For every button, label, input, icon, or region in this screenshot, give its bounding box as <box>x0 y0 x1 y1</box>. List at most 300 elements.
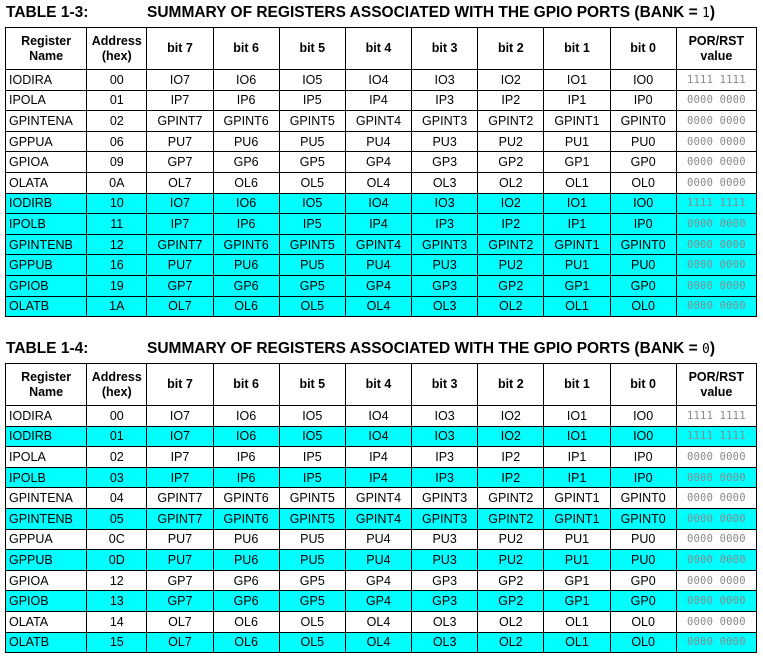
por-rst-value-cell: 0000 0000 <box>676 152 756 173</box>
bit6-cell: GPINT6 <box>213 111 279 132</box>
table-row <box>6 255 757 276</box>
register-name-cell: IODIRA <box>6 70 87 91</box>
bit3-cell: GP3 <box>412 591 478 612</box>
bit2-cell: IP2 <box>478 467 544 488</box>
address-cell: 10 <box>87 193 147 214</box>
bit6-cell: IO6 <box>213 406 279 427</box>
bit5-cell: GP5 <box>279 275 345 296</box>
header-bit7: bit 7 <box>147 364 213 406</box>
bit5-cell: GPINT5 <box>279 234 345 255</box>
header-bit4: bit 4 <box>345 28 411 70</box>
bit5-cell: OL5 <box>279 296 345 317</box>
bit7-cell: IP7 <box>147 90 213 111</box>
por-rst-value-cell: 1111 1111 <box>676 193 756 214</box>
register-table <box>5 27 757 317</box>
bit1-cell: OL1 <box>544 611 610 632</box>
bit3-cell: GP3 <box>412 275 478 296</box>
bit3-cell: IP3 <box>412 214 478 235</box>
por-rst-value-cell: 1111 1111 <box>676 406 756 427</box>
header-address: Address (hex) <box>87 364 147 406</box>
bit7-cell: IO7 <box>147 70 213 91</box>
bit5-cell: IO5 <box>279 406 345 427</box>
bit3-cell: GPINT3 <box>412 488 478 509</box>
address-cell: 04 <box>87 488 147 509</box>
bit4-cell: IP4 <box>345 467 411 488</box>
por-rst-value-cell: 0000 0000 <box>676 172 756 193</box>
address-cell: 13 <box>87 591 147 612</box>
por-rst-value-cell: 0000 0000 <box>676 508 756 529</box>
por-rst-value-cell: 1111 1111 <box>676 70 756 91</box>
bit4-cell: GPINT4 <box>345 111 411 132</box>
bit1-cell: OL1 <box>544 296 610 317</box>
bit0-cell: IO0 <box>610 70 676 91</box>
bit0-cell: IP0 <box>610 467 676 488</box>
register-name-cell: GPIOB <box>6 275 87 296</box>
bit6-cell: GPINT6 <box>213 508 279 529</box>
bit3-cell: OL3 <box>412 172 478 193</box>
address-cell: 06 <box>87 131 147 152</box>
por-rst-value-cell: 0000 0000 <box>676 611 756 632</box>
bit7-cell: PU7 <box>147 131 213 152</box>
bit1-cell: GPINT1 <box>544 111 610 132</box>
bit4-cell: IP4 <box>345 214 411 235</box>
address-cell: 00 <box>87 70 147 91</box>
bit5-cell: GPINT5 <box>279 488 345 509</box>
bit4-cell: PU4 <box>345 529 411 550</box>
register-name-cell: IODIRB <box>6 426 87 447</box>
bit0-cell: OL0 <box>610 632 676 653</box>
header-bit2: bit 2 <box>478 364 544 406</box>
register-name-cell: GPINTENB <box>6 508 87 529</box>
bit2-cell: PU2 <box>478 131 544 152</box>
register-name-cell: GPIOA <box>6 570 87 591</box>
bit6-cell: GP6 <box>213 152 279 173</box>
bit1-cell: IO1 <box>544 426 610 447</box>
por-rst-value-cell: 0000 0000 <box>676 447 756 468</box>
register-name-cell: GPPUB <box>6 550 87 571</box>
register-name-cell: GPINTENA <box>6 488 87 509</box>
bit1-cell: GP1 <box>544 275 610 296</box>
bit0-cell: OL0 <box>610 172 676 193</box>
table-row <box>6 508 757 529</box>
por-rst-value-cell: 0000 0000 <box>676 111 756 132</box>
address-cell: 01 <box>87 90 147 111</box>
bit7-cell: GPINT7 <box>147 111 213 132</box>
address-cell: 11 <box>87 214 147 235</box>
register-name-cell: IODIRB <box>6 193 87 214</box>
table-row <box>6 296 757 317</box>
bit0-cell: GP0 <box>610 275 676 296</box>
bit7-cell: OL7 <box>147 172 213 193</box>
bit5-cell: GPINT5 <box>279 508 345 529</box>
register-name-cell: GPPUA <box>6 131 87 152</box>
bit2-cell: OL2 <box>478 172 544 193</box>
bit4-cell: GP4 <box>345 570 411 591</box>
header-bit5: bit 5 <box>279 364 345 406</box>
bit7-cell: GP7 <box>147 275 213 296</box>
header-row <box>6 28 757 70</box>
bit1-cell: IP1 <box>544 214 610 235</box>
bit2-cell: PU2 <box>478 550 544 571</box>
bit6-cell: OL6 <box>213 632 279 653</box>
bit4-cell: IO4 <box>345 70 411 91</box>
header-bit0: bit 0 <box>610 28 676 70</box>
register-name-cell: OLATB <box>6 632 87 653</box>
header-row <box>6 364 757 406</box>
bit5-cell: IO5 <box>279 70 345 91</box>
address-cell: 02 <box>87 111 147 132</box>
register-name-cell: GPIOB <box>6 591 87 612</box>
header-bit3: bit 3 <box>412 28 478 70</box>
table-title: SUMMARY OF REGISTERS ASSOCIATED WITH THE GPIO PORTS (BANK = <box>147 4 703 21</box>
bit7-cell: IP7 <box>147 214 213 235</box>
table-row <box>6 131 757 152</box>
bit4-cell: PU4 <box>345 550 411 571</box>
bit2-cell: GP2 <box>478 275 544 296</box>
bit1-cell: IO1 <box>544 193 610 214</box>
bit1-cell: GPINT1 <box>544 234 610 255</box>
bit1-cell: IO1 <box>544 406 610 427</box>
table-row <box>6 406 757 427</box>
bit6-cell: GP6 <box>213 275 279 296</box>
table-row <box>6 426 757 447</box>
bit6-cell: PU6 <box>213 255 279 276</box>
por-rst-value-cell: 1111 1111 <box>676 426 756 447</box>
bit5-cell: GPINT5 <box>279 111 345 132</box>
bit7-cell: OL7 <box>147 632 213 653</box>
bit6-cell: IP6 <box>213 467 279 488</box>
bit5-cell: IP5 <box>279 447 345 468</box>
bit7-cell: OL7 <box>147 296 213 317</box>
bit0-cell: GPINT0 <box>610 111 676 132</box>
bit4-cell: PU4 <box>345 255 411 276</box>
bit6-cell: OL6 <box>213 172 279 193</box>
header-bit2: bit 2 <box>478 28 544 70</box>
bit5-cell: PU5 <box>279 255 345 276</box>
bit4-cell: OL4 <box>345 172 411 193</box>
table-row <box>6 234 757 255</box>
bit3-cell: IO3 <box>412 70 478 91</box>
bit1-cell: IP1 <box>544 467 610 488</box>
bit2-cell: GP2 <box>478 570 544 591</box>
header-por-rst: POR/RST value <box>676 28 756 70</box>
bit7-cell: GP7 <box>147 591 213 612</box>
bit1-cell: PU1 <box>544 550 610 571</box>
bit1-cell: GP1 <box>544 152 610 173</box>
bit4-cell: OL4 <box>345 632 411 653</box>
address-cell: 12 <box>87 234 147 255</box>
address-cell: 05 <box>87 508 147 529</box>
bit5-cell: IO5 <box>279 193 345 214</box>
por-rst-value-cell: 0000 0000 <box>676 90 756 111</box>
bit7-cell: OL7 <box>147 611 213 632</box>
bit2-cell: OL2 <box>478 611 544 632</box>
bit5-cell: IP5 <box>279 90 345 111</box>
table-row <box>6 611 757 632</box>
table-caption <box>6 2 715 24</box>
address-cell: 16 <box>87 255 147 276</box>
bit4-cell: IO4 <box>345 193 411 214</box>
bit6-cell: GPINT6 <box>213 234 279 255</box>
bit3-cell: OL3 <box>412 296 478 317</box>
bit0-cell: IP0 <box>610 447 676 468</box>
bit3-cell: GP3 <box>412 152 478 173</box>
bit2-cell: GPINT2 <box>478 111 544 132</box>
address-cell: 0D <box>87 550 147 571</box>
address-cell: 0C <box>87 529 147 550</box>
bit3-cell: GPINT3 <box>412 508 478 529</box>
bit5-cell: OL5 <box>279 611 345 632</box>
bit3-cell: GPINT3 <box>412 234 478 255</box>
bit5-cell: PU5 <box>279 529 345 550</box>
bit6-cell: PU6 <box>213 550 279 571</box>
header-register-name: Register Name <box>6 28 87 70</box>
bit4-cell: OL4 <box>345 611 411 632</box>
header-bit6: bit 6 <box>213 364 279 406</box>
header-address: Address (hex) <box>87 28 147 70</box>
bank-value: 0 <box>702 342 710 357</box>
table-row <box>6 550 757 571</box>
bit5-cell: GP5 <box>279 570 345 591</box>
header-bit0: bit 0 <box>610 364 676 406</box>
header-register-name: Register Name <box>6 364 87 406</box>
bit3-cell: IO3 <box>412 426 478 447</box>
bit3-cell: OL3 <box>412 632 478 653</box>
bit2-cell: IP2 <box>478 214 544 235</box>
address-cell: 1A <box>87 296 147 317</box>
bit4-cell: GPINT4 <box>345 488 411 509</box>
address-cell: 19 <box>87 275 147 296</box>
title-close: ) <box>709 4 716 21</box>
bit7-cell: PU7 <box>147 550 213 571</box>
bit7-cell: IP7 <box>147 467 213 488</box>
table-row <box>6 591 757 612</box>
por-rst-value-cell: 0000 0000 <box>676 214 756 235</box>
bit6-cell: IP6 <box>213 90 279 111</box>
table-caption <box>6 338 715 360</box>
table-row <box>6 570 757 591</box>
header-bit5: bit 5 <box>279 28 345 70</box>
bit2-cell: IP2 <box>478 447 544 468</box>
bit2-cell: GPINT2 <box>478 488 544 509</box>
register-name-cell: IODIRA <box>6 406 87 427</box>
bit7-cell: PU7 <box>147 529 213 550</box>
bit5-cell: PU5 <box>279 131 345 152</box>
bit0-cell: PU0 <box>610 529 676 550</box>
bit7-cell: GP7 <box>147 152 213 173</box>
bit3-cell: IP3 <box>412 447 478 468</box>
header-bit7: bit 7 <box>147 28 213 70</box>
address-cell: 03 <box>87 467 147 488</box>
bit3-cell: PU3 <box>412 255 478 276</box>
bit6-cell: PU6 <box>213 131 279 152</box>
bit3-cell: OL3 <box>412 611 478 632</box>
bit3-cell: PU3 <box>412 529 478 550</box>
register-name-cell: IPOLB <box>6 467 87 488</box>
bit2-cell: PU2 <box>478 529 544 550</box>
register-name-cell: IPOLB <box>6 214 87 235</box>
bit7-cell: GP7 <box>147 570 213 591</box>
bit2-cell: IO2 <box>478 406 544 427</box>
por-rst-value-cell: 0000 0000 <box>676 255 756 276</box>
por-rst-value-cell: 0000 0000 <box>676 296 756 317</box>
por-rst-value-cell: 0000 0000 <box>676 234 756 255</box>
por-rst-value-cell: 0000 0000 <box>676 467 756 488</box>
bit0-cell: PU0 <box>610 131 676 152</box>
bit4-cell: IP4 <box>345 447 411 468</box>
bit2-cell: OL2 <box>478 296 544 317</box>
por-rst-value-cell: 0000 0000 <box>676 488 756 509</box>
register-name-cell: OLATA <box>6 172 87 193</box>
bit3-cell: IP3 <box>412 467 478 488</box>
table-row <box>6 111 757 132</box>
bit3-cell: GP3 <box>412 570 478 591</box>
bit4-cell: GPINT4 <box>345 508 411 529</box>
bit2-cell: OL2 <box>478 632 544 653</box>
bit4-cell: GPINT4 <box>345 234 411 255</box>
address-cell: 14 <box>87 611 147 632</box>
table-row <box>6 193 757 214</box>
por-rst-value-cell: 0000 0000 <box>676 550 756 571</box>
header-bit1: bit 1 <box>544 364 610 406</box>
bit0-cell: IO0 <box>610 193 676 214</box>
bit1-cell: GP1 <box>544 570 610 591</box>
bit1-cell: GPINT1 <box>544 488 610 509</box>
bit0-cell: GPINT0 <box>610 488 676 509</box>
address-cell: 12 <box>87 570 147 591</box>
bit4-cell: GP4 <box>345 591 411 612</box>
bit0-cell: IO0 <box>610 406 676 427</box>
bit0-cell: IO0 <box>610 426 676 447</box>
bit7-cell: IO7 <box>147 406 213 427</box>
bit3-cell: IO3 <box>412 193 478 214</box>
bit2-cell: GP2 <box>478 591 544 612</box>
header-bit6: bit 6 <box>213 28 279 70</box>
table-row <box>6 632 757 653</box>
table-row <box>6 172 757 193</box>
bit4-cell: GP4 <box>345 275 411 296</box>
bit6-cell: IO6 <box>213 70 279 91</box>
bit5-cell: GP5 <box>279 152 345 173</box>
bit1-cell: IO1 <box>544 70 610 91</box>
bit1-cell: PU1 <box>544 255 610 276</box>
table-row <box>6 214 757 235</box>
bit6-cell: GPINT6 <box>213 488 279 509</box>
bit1-cell: IP1 <box>544 90 610 111</box>
bit1-cell: PU1 <box>544 131 610 152</box>
header-por-rst: POR/RST value <box>676 364 756 406</box>
bit4-cell: IO4 <box>345 406 411 427</box>
bit4-cell: IO4 <box>345 426 411 447</box>
header-bit3: bit 3 <box>412 364 478 406</box>
bit1-cell: IP1 <box>544 447 610 468</box>
register-name-cell: IPOLA <box>6 90 87 111</box>
bit2-cell: IO2 <box>478 426 544 447</box>
address-cell: 0A <box>87 172 147 193</box>
bit1-cell: GP1 <box>544 591 610 612</box>
register-name-cell: IPOLA <box>6 447 87 468</box>
bit0-cell: GP0 <box>610 152 676 173</box>
bit4-cell: GP4 <box>345 152 411 173</box>
bit0-cell: OL0 <box>610 296 676 317</box>
por-rst-value-cell: 0000 0000 <box>676 591 756 612</box>
title-close: ) <box>709 340 716 357</box>
register-name-cell: OLATB <box>6 296 87 317</box>
por-rst-value-cell: 0000 0000 <box>676 275 756 296</box>
bit3-cell: GPINT3 <box>412 111 478 132</box>
bit5-cell: IO5 <box>279 426 345 447</box>
bit7-cell: GPINT7 <box>147 508 213 529</box>
address-cell: 00 <box>87 406 147 427</box>
register-name-cell: GPPUA <box>6 529 87 550</box>
table-title: SUMMARY OF REGISTERS ASSOCIATED WITH THE GPIO PORTS (BANK = <box>147 340 703 357</box>
bit6-cell: IO6 <box>213 193 279 214</box>
register-name-cell: GPPUB <box>6 255 87 276</box>
bit3-cell: PU3 <box>412 550 478 571</box>
bit2-cell: PU2 <box>478 255 544 276</box>
bit0-cell: GP0 <box>610 591 676 612</box>
bit6-cell: GP6 <box>213 591 279 612</box>
register-name-cell: OLATA <box>6 611 87 632</box>
bit3-cell: PU3 <box>412 131 478 152</box>
bit6-cell: IP6 <box>213 447 279 468</box>
bit2-cell: GP2 <box>478 152 544 173</box>
bit4-cell: PU4 <box>345 131 411 152</box>
bit6-cell: PU6 <box>213 529 279 550</box>
table-row <box>6 529 757 550</box>
por-rst-value-cell: 0000 0000 <box>676 632 756 653</box>
bit6-cell: GP6 <box>213 570 279 591</box>
header-bit1: bit 1 <box>544 28 610 70</box>
bit0-cell: PU0 <box>610 255 676 276</box>
address-cell: 15 <box>87 632 147 653</box>
register-name-cell: GPINTENB <box>6 234 87 255</box>
bit0-cell: GP0 <box>610 570 676 591</box>
bit6-cell: IP6 <box>213 214 279 235</box>
bit0-cell: GPINT0 <box>610 234 676 255</box>
bit1-cell: OL1 <box>544 632 610 653</box>
address-cell: 02 <box>87 447 147 468</box>
bit2-cell: GPINT2 <box>478 234 544 255</box>
address-cell: 09 <box>87 152 147 173</box>
bit5-cell: OL5 <box>279 632 345 653</box>
bit0-cell: IP0 <box>610 90 676 111</box>
register-table <box>5 363 757 653</box>
bit2-cell: IO2 <box>478 70 544 91</box>
bit7-cell: IO7 <box>147 193 213 214</box>
bit7-cell: IP7 <box>147 447 213 468</box>
bit0-cell: IP0 <box>610 214 676 235</box>
bit1-cell: PU1 <box>544 529 610 550</box>
bit2-cell: IP2 <box>478 90 544 111</box>
header-bit4: bit 4 <box>345 364 411 406</box>
table-row <box>6 447 757 468</box>
bit5-cell: GP5 <box>279 591 345 612</box>
table-row <box>6 152 757 173</box>
bit5-cell: OL5 <box>279 172 345 193</box>
bit6-cell: OL6 <box>213 296 279 317</box>
bit3-cell: IP3 <box>412 90 478 111</box>
por-rst-value-cell: 0000 0000 <box>676 570 756 591</box>
table-row <box>6 467 757 488</box>
bit7-cell: GPINT7 <box>147 234 213 255</box>
table-row <box>6 275 757 296</box>
bit0-cell: GPINT0 <box>610 508 676 529</box>
address-cell: 01 <box>87 426 147 447</box>
bit7-cell: PU7 <box>147 255 213 276</box>
bit7-cell: IO7 <box>147 426 213 447</box>
table-number: TABLE 1-3: <box>6 4 89 21</box>
